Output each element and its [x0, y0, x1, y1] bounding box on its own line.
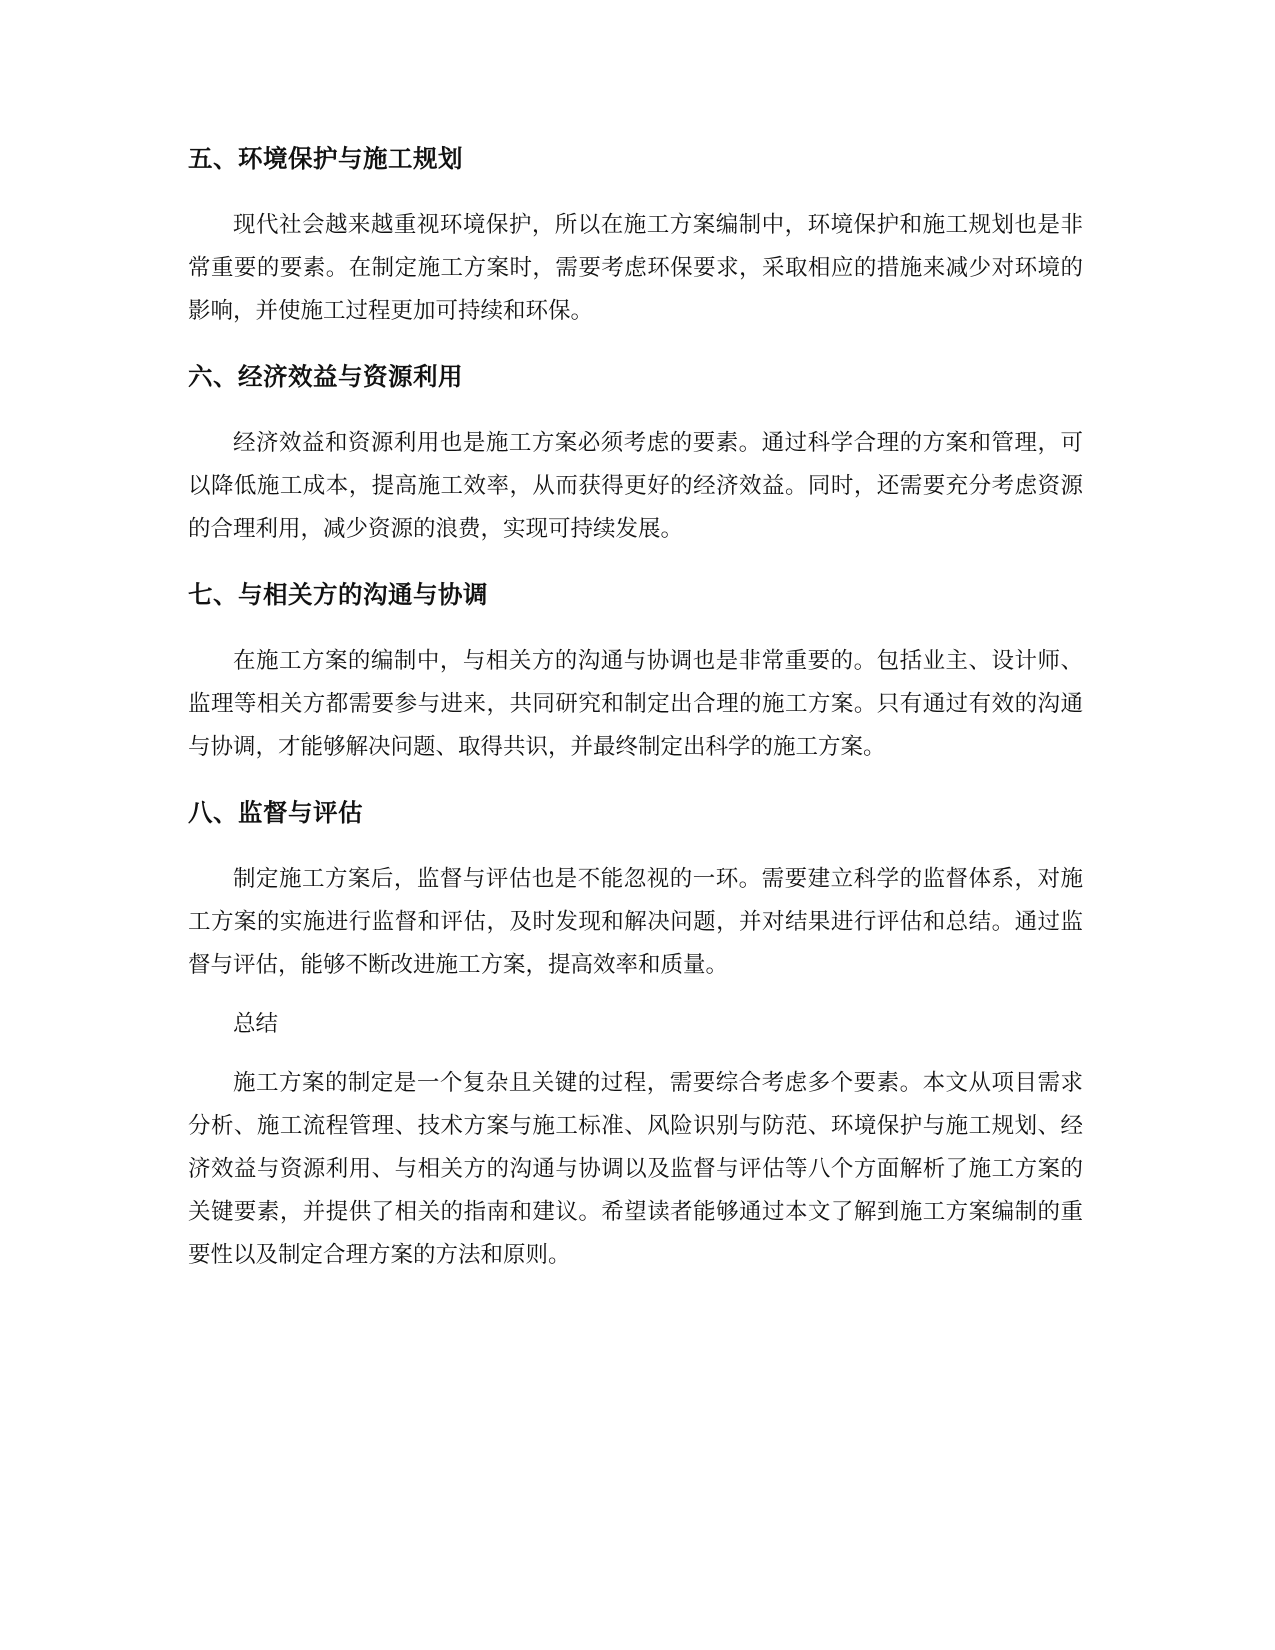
section-heading-7: 七、与相关方的沟通与协调 [188, 580, 488, 609]
section-heading-6: 六、经济效益与资源利用 [188, 362, 463, 391]
section-paragraph-5: 现代社会越来越重视环境保护，所以在施工方案编制中，环境保护和施工规划也是非常重要的要素。在制定施工方案时，需要考虑环保要求，采取相应的措施来减少对环境的影响，并使施工过程更加可持续和环保。 [188, 212, 1083, 324]
section-paragraph-8: 制定施工方案后，监督与评估也是不能忽视的一环。需要建立科学的监督体系，对施工方案的实施进行监督和评估，及时发现和解决问题，并对结果进行评估和总结。通过监督与评估，能够不断改进施工方案，提高效率和质量。 [188, 866, 1083, 978]
summary-paragraph: 施工方案的制定是一个复杂且关键的过程，需要综合考虑多个要素。本文从项目需求分析、施工流程管理、技术方案与施工标准、风险识别与防范、环境保护与施工规划、经济效益与资源利用、与相关方的沟通与协调以及监督与评估等八个方面解析了施工方案的关键要素，并提供了相关的指南和建议。希望读者能够通过本文了解到施工方案编制的重要性以及制定合理方案的方法和原则。 [188, 1070, 1083, 1268]
section-paragraph-7: 在施工方案的编制中，与相关方的沟通与协调也是非常重要的。包括业主、设计师、监理等相关方都需要参与进来，共同研究和制定出合理的施工方案。只有通过有效的沟通与协调，才能够解决问题、取得共识，并最终制定出科学的施工方案。 [188, 648, 1083, 760]
section-heading-5: 五、环境保护与施工规划 [188, 144, 463, 173]
section-paragraph-6: 经济效益和资源利用也是施工方案必须考虑的要素。通过科学合理的方案和管理，可以降低施工成本，提高施工效率，从而获得更好的经济效益。同时，还需要充分考虑资源的合理利用，减少资源的浪费，实现可持续发展。 [188, 430, 1083, 542]
section-heading-8: 八、监督与评估 [188, 798, 363, 827]
summary-label: 总结 [233, 1011, 279, 1037]
document-body [188, 140, 1083, 1277]
